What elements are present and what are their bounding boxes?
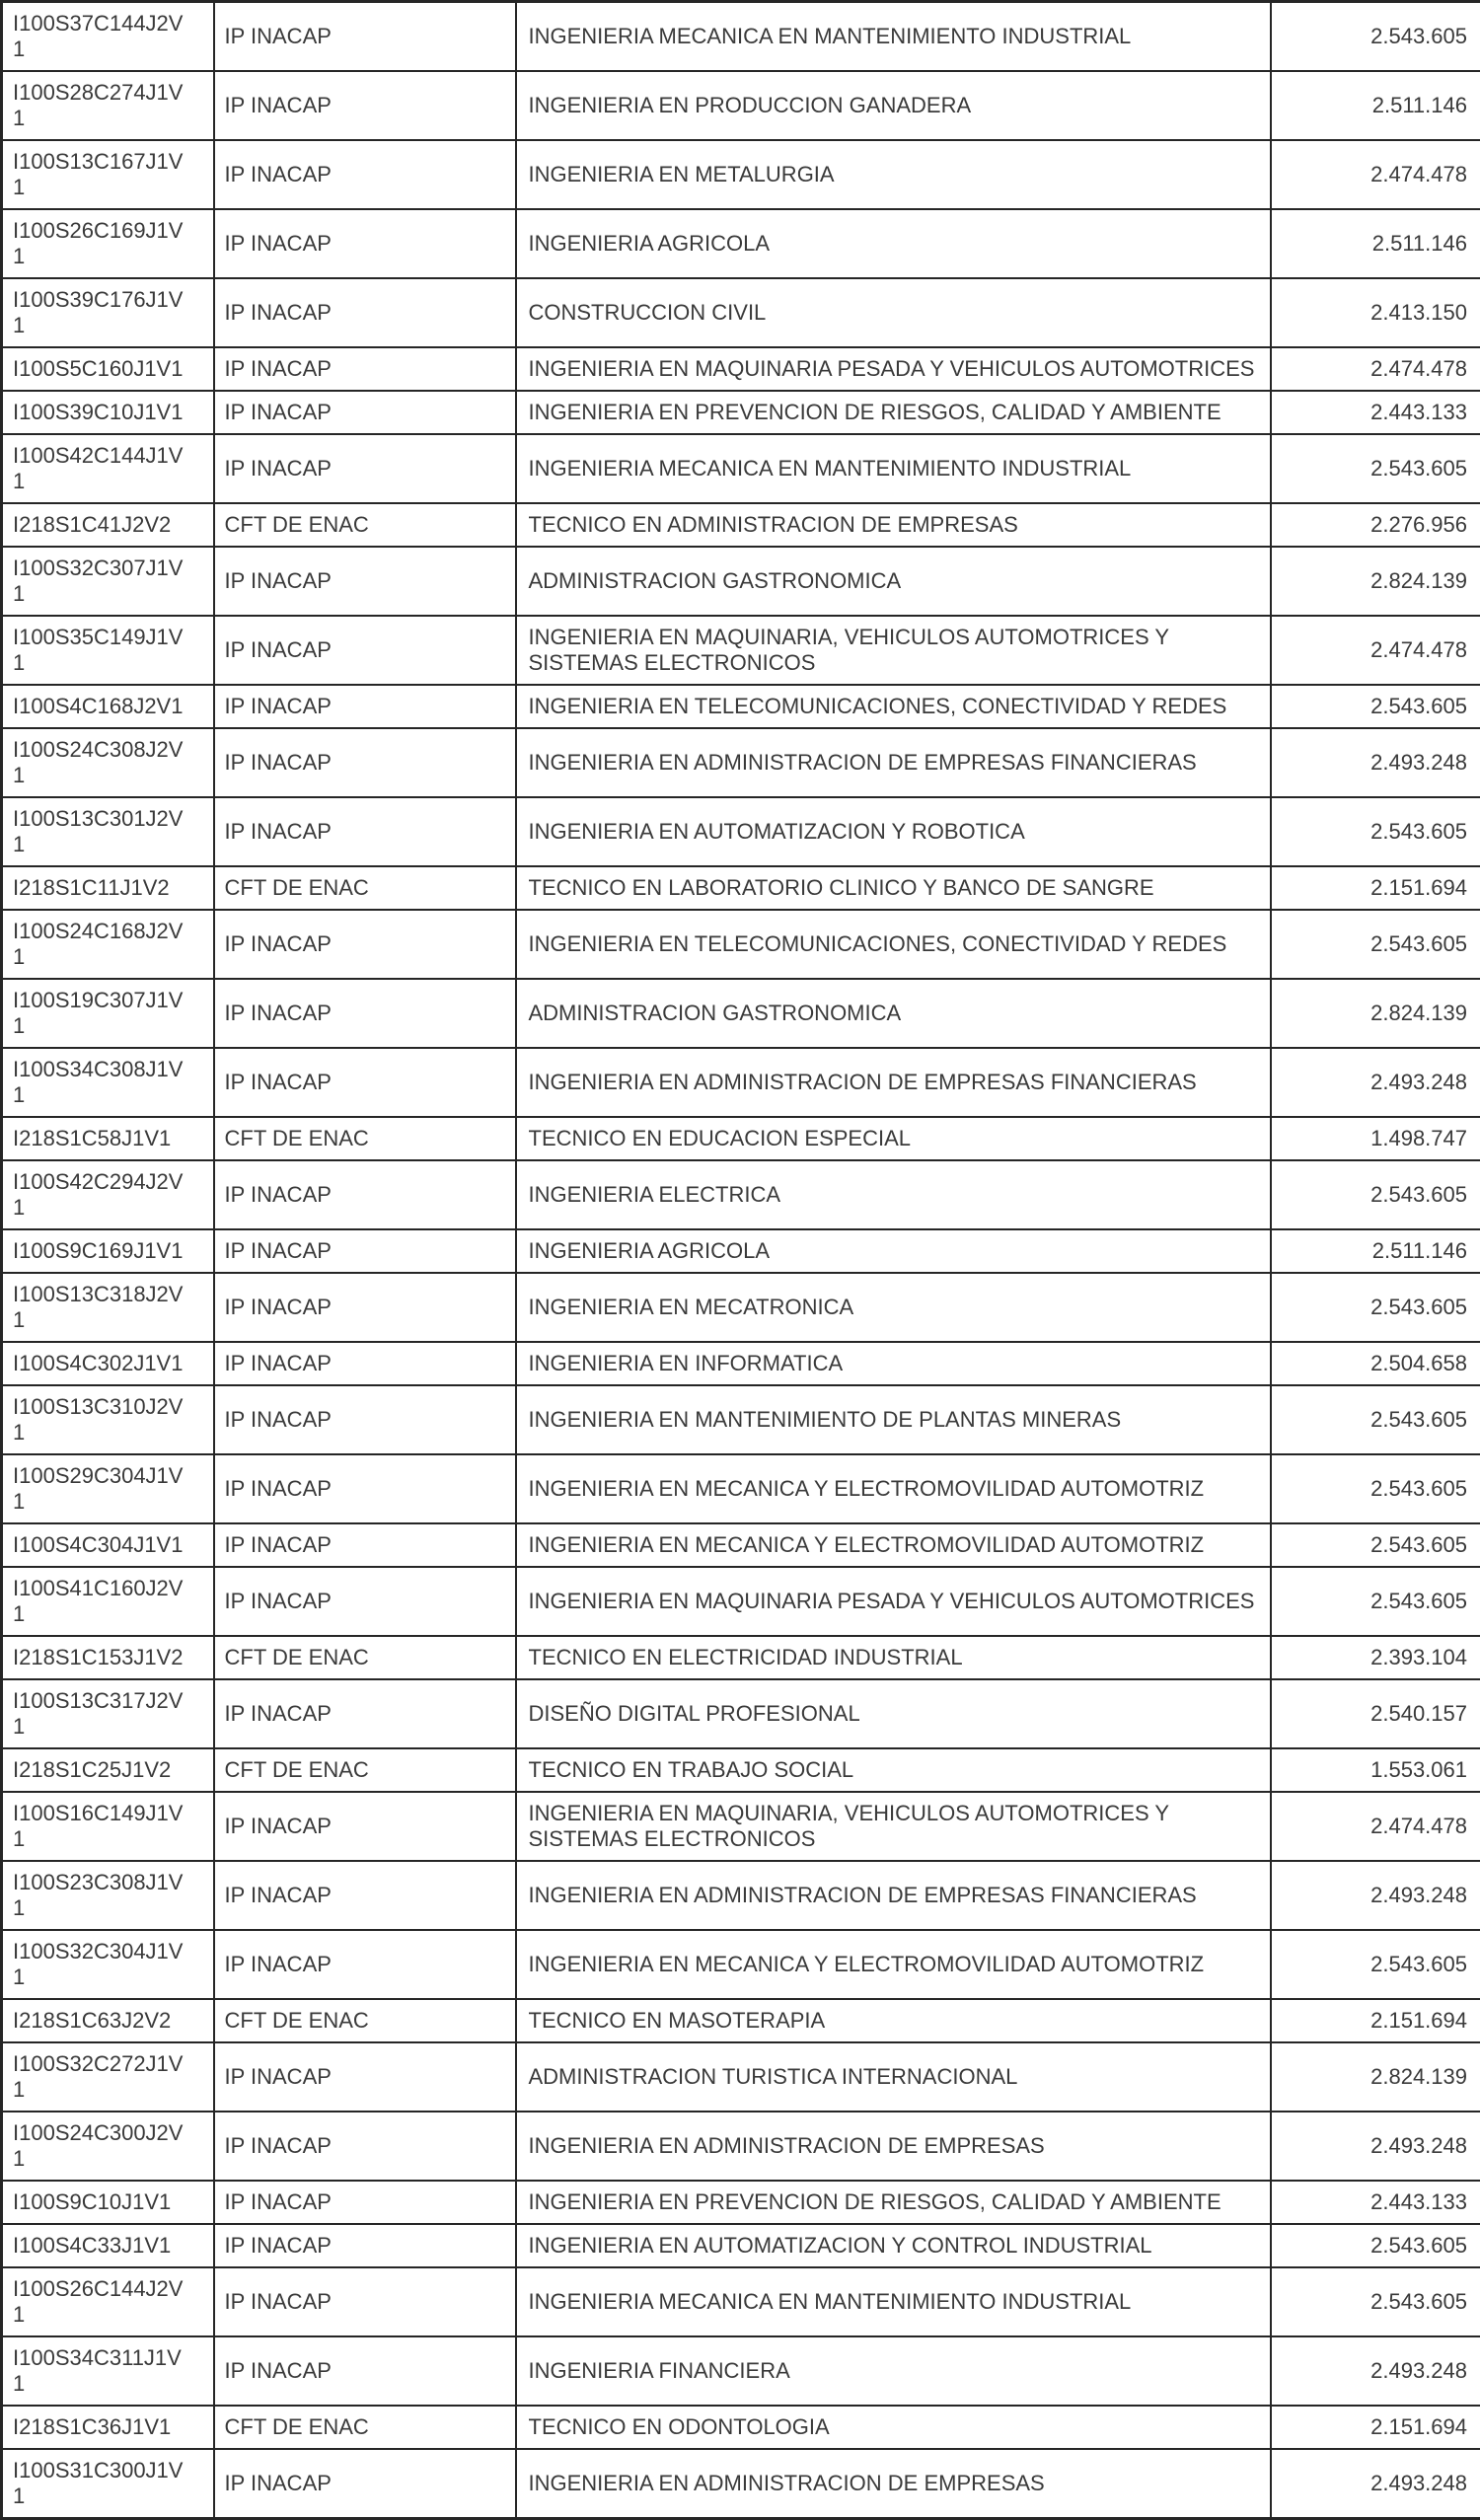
tuition-amount-cell: 1.498.747 (1271, 1117, 1480, 1160)
program-name-cell: INGENIERIA ELECTRICA (516, 1160, 1271, 1229)
program-name-cell: TECNICO EN MASOTERAPIA (516, 1999, 1271, 2042)
program-name-cell: INGENIERIA EN INFORMATICA (516, 1342, 1271, 1385)
tuition-amount-cell: 2.493.248 (1271, 1048, 1480, 1117)
table-row (2, 71, 1480, 140)
program-name-cell: CONSTRUCCION CIVIL (516, 278, 1271, 347)
table-row (2, 979, 1480, 1048)
program-code-cell: I100S31C300J1V1 (2, 2449, 214, 2519)
program-name-cell: TECNICO EN TRABAJO SOCIAL (516, 1748, 1271, 1792)
institution-cell: IP INACAP (214, 2267, 516, 2336)
tuition-amount-cell: 2.511.146 (1271, 1229, 1480, 1273)
program-name-cell: ADMINISTRACION GASTRONOMICA (516, 979, 1271, 1048)
tuition-amount-cell: 2.493.248 (1271, 2336, 1480, 2406)
program-code-cell: I100S24C168J2V1 (2, 910, 214, 979)
institution-cell: CFT DE ENAC (214, 1748, 516, 1792)
program-name-cell: TECNICO EN ODONTOLOGIA (516, 2406, 1271, 2449)
tuition-amount-cell: 2.474.478 (1271, 616, 1480, 685)
table-body (2, 2, 1480, 2519)
institution-cell: IP INACAP (214, 910, 516, 979)
program-code-cell: I100S34C311J1V1 (2, 2336, 214, 2406)
table-row (2, 278, 1480, 347)
institution-cell: IP INACAP (214, 547, 516, 616)
tuition-amount-cell: 2.474.478 (1271, 1792, 1480, 1861)
program-code-cell: I100S4C168J2V1 (2, 685, 214, 728)
tuition-amount-cell: 2.151.694 (1271, 1999, 1480, 2042)
table-row (2, 1999, 1480, 2042)
table-row (2, 209, 1480, 278)
program-name-cell: INGENIERIA EN MECANICA Y ELECTROMOVILIDAD AUTOMOTRIZ (516, 1523, 1271, 1567)
program-code-cell: I100S5C160J1V1 (2, 347, 214, 391)
program-name-cell: INGENIERIA EN AUTOMATIZACION Y ROBOTICA (516, 797, 1271, 866)
table-row (2, 1342, 1480, 1385)
tuition-amount-cell: 1.553.061 (1271, 1748, 1480, 1792)
program-name-cell: INGENIERIA EN METALURGIA (516, 140, 1271, 209)
program-name-cell: INGENIERIA MECANICA EN MANTENIMIENTO INDUSTRIAL (516, 434, 1271, 503)
tuition-amount-cell: 2.504.658 (1271, 1342, 1480, 1385)
institution-cell: IP INACAP (214, 209, 516, 278)
tuition-amount-cell: 2.543.605 (1271, 1523, 1480, 1567)
program-code-cell: I100S35C149J1V1 (2, 616, 214, 685)
tuition-amount-cell: 2.543.605 (1271, 1273, 1480, 1342)
tuition-amount-cell: 2.543.605 (1271, 1930, 1480, 1999)
program-code-cell: I218S1C25J1V2 (2, 1748, 214, 1792)
table-row (2, 1679, 1480, 1748)
program-code-cell: I100S9C169J1V1 (2, 1229, 214, 1273)
institution-cell: IP INACAP (214, 2181, 516, 2224)
tuition-amount-cell: 2.543.605 (1271, 1454, 1480, 1523)
table-row (2, 1117, 1480, 1160)
program-name-cell: INGENIERIA EN MAQUINARIA PESADA Y VEHICULOS AUTOMOTRICES (516, 1567, 1271, 1636)
tuition-amount-cell: 2.443.133 (1271, 2181, 1480, 2224)
table-row (2, 2224, 1480, 2267)
tuition-amount-cell: 2.443.133 (1271, 391, 1480, 434)
table-row (2, 503, 1480, 547)
program-code-cell: I100S13C301J2V1 (2, 797, 214, 866)
table-row (2, 1160, 1480, 1229)
institution-cell: IP INACAP (214, 797, 516, 866)
table-row (2, 1930, 1480, 1999)
tuition-amount-cell: 2.493.248 (1271, 728, 1480, 797)
program-code-cell: I100S24C300J2V1 (2, 2112, 214, 2181)
institution-cell: IP INACAP (214, 1930, 516, 1999)
institution-cell: IP INACAP (214, 391, 516, 434)
tuition-amount-cell: 2.543.605 (1271, 2224, 1480, 2267)
program-code-cell: I218S1C153J1V2 (2, 1636, 214, 1679)
institution-cell: IP INACAP (214, 685, 516, 728)
tuition-amount-cell: 2.543.605 (1271, 2, 1480, 72)
tuition-amount-cell: 2.151.694 (1271, 866, 1480, 910)
table-row (2, 547, 1480, 616)
program-code-cell: I100S13C317J2V1 (2, 1679, 214, 1748)
tuition-amount-cell: 2.511.146 (1271, 71, 1480, 140)
program-name-cell: INGENIERIA EN MECANICA Y ELECTROMOVILIDAD AUTOMOTRIZ (516, 1454, 1271, 1523)
institution-cell: IP INACAP (214, 1229, 516, 1273)
program-code-cell: I218S1C58J1V1 (2, 1117, 214, 1160)
institution-cell: IP INACAP (214, 1048, 516, 1117)
program-code-cell: I218S1C63J2V2 (2, 1999, 214, 2042)
program-code-cell: I218S1C11J1V2 (2, 866, 214, 910)
tuition-amount-cell: 2.824.139 (1271, 979, 1480, 1048)
tuition-amount-cell: 2.276.956 (1271, 503, 1480, 547)
institution-cell: CFT DE ENAC (214, 2406, 516, 2449)
program-name-cell: INGENIERIA EN MECATRONICA (516, 1273, 1271, 1342)
table-row (2, 2406, 1480, 2449)
institution-cell: IP INACAP (214, 347, 516, 391)
program-code-cell: I100S28C274J1V1 (2, 71, 214, 140)
table-row (2, 1861, 1480, 1930)
program-code-cell: I100S16C149J1V1 (2, 1792, 214, 1861)
program-name-cell: TECNICO EN ELECTRICIDAD INDUSTRIAL (516, 1636, 1271, 1679)
program-code-cell: I100S9C10J1V1 (2, 2181, 214, 2224)
program-code-cell: I100S32C307J1V1 (2, 547, 214, 616)
program-code-cell: I100S23C308J1V1 (2, 1861, 214, 1930)
program-name-cell: INGENIERIA EN TELECOMUNICACIONES, CONECTIVIDAD Y REDES (516, 685, 1271, 728)
program-code-cell: I100S13C167J1V1 (2, 140, 214, 209)
program-code-cell: I218S1C36J1V1 (2, 2406, 214, 2449)
table-row (2, 347, 1480, 391)
institution-cell: IP INACAP (214, 140, 516, 209)
tuition-amount-cell: 2.543.605 (1271, 2267, 1480, 2336)
institution-cell: IP INACAP (214, 1342, 516, 1385)
table-row (2, 1636, 1480, 1679)
program-name-cell: INGENIERIA EN ADMINISTRACION DE EMPRESAS FINANCIERAS (516, 1048, 1271, 1117)
tuition-amount-cell: 2.151.694 (1271, 2406, 1480, 2449)
table-row (2, 434, 1480, 503)
institution-cell: IP INACAP (214, 2, 516, 72)
institution-cell: IP INACAP (214, 1523, 516, 1567)
institution-cell: CFT DE ENAC (214, 1999, 516, 2042)
program-name-cell: TECNICO EN EDUCACION ESPECIAL (516, 1117, 1271, 1160)
program-name-cell: TECNICO EN LABORATORIO CLINICO Y BANCO DE SANGRE (516, 866, 1271, 910)
table-row (2, 2042, 1480, 2112)
table-row (2, 2181, 1480, 2224)
tuition-amount-cell: 2.474.478 (1271, 347, 1480, 391)
institution-cell: IP INACAP (214, 278, 516, 347)
institution-cell: IP INACAP (214, 1273, 516, 1342)
tuition-amount-cell: 2.543.605 (1271, 1385, 1480, 1454)
institution-cell: IP INACAP (214, 1160, 516, 1229)
institution-cell: CFT DE ENAC (214, 866, 516, 910)
program-name-cell: INGENIERIA EN MAQUINARIA PESADA Y VEHICULOS AUTOMOTRICES (516, 347, 1271, 391)
program-name-cell: INGENIERIA EN MAQUINARIA, VEHICULOS AUTOMOTRICES Y SISTEMAS ELECTRONICOS (516, 1792, 1271, 1861)
institution-cell: IP INACAP (214, 979, 516, 1048)
tuition-amount-cell: 2.543.605 (1271, 910, 1480, 979)
table-row (2, 728, 1480, 797)
institution-cell: IP INACAP (214, 2449, 516, 2519)
program-code-cell: I100S24C308J2V1 (2, 728, 214, 797)
table-row (2, 866, 1480, 910)
program-code-cell: I100S4C304J1V1 (2, 1523, 214, 1567)
table-row (2, 1385, 1480, 1454)
program-name-cell: ADMINISTRACION GASTRONOMICA (516, 547, 1271, 616)
program-code-cell: I218S1C41J2V2 (2, 503, 214, 547)
program-code-cell: I100S4C302J1V1 (2, 1342, 214, 1385)
program-name-cell: INGENIERIA EN AUTOMATIZACION Y CONTROL INDUSTRIAL (516, 2224, 1271, 2267)
program-name-cell: INGENIERIA EN ADMINISTRACION DE EMPRESAS FINANCIERAS (516, 1861, 1271, 1930)
institution-cell: IP INACAP (214, 1385, 516, 1454)
program-name-cell: INGENIERIA EN ADMINISTRACION DE EMPRESAS (516, 2112, 1271, 2181)
program-code-cell: I100S42C294J2V1 (2, 1160, 214, 1229)
program-name-cell: INGENIERIA EN ADMINISTRACION DE EMPRESAS (516, 2449, 1271, 2519)
program-code-cell: I100S32C272J1V1 (2, 2042, 214, 2112)
tuition-amount-cell: 2.493.248 (1271, 2112, 1480, 2181)
program-code-cell: I100S19C307J1V1 (2, 979, 214, 1048)
program-name-cell: ADMINISTRACION TURISTICA INTERNACIONAL (516, 2042, 1271, 2112)
tuition-amount-cell: 2.543.605 (1271, 1160, 1480, 1229)
program-code-cell: I100S42C144J1V1 (2, 434, 214, 503)
table-row (2, 1229, 1480, 1273)
institution-cell: CFT DE ENAC (214, 1117, 516, 1160)
table-row (2, 1048, 1480, 1117)
program-code-cell: I100S41C160J2V1 (2, 1567, 214, 1636)
institution-cell: IP INACAP (214, 728, 516, 797)
institution-cell: CFT DE ENAC (214, 503, 516, 547)
tuition-amount-cell: 2.493.248 (1271, 1861, 1480, 1930)
institution-cell: IP INACAP (214, 1861, 516, 1930)
table-row (2, 1792, 1480, 1861)
program-code-cell: I100S29C304J1V1 (2, 1454, 214, 1523)
institution-cell: IP INACAP (214, 1567, 516, 1636)
institution-cell: IP INACAP (214, 434, 516, 503)
table-row (2, 1523, 1480, 1567)
table-row (2, 1748, 1480, 1792)
tuition-amount-cell: 2.543.605 (1271, 434, 1480, 503)
program-name-cell: INGENIERIA AGRICOLA (516, 1229, 1271, 1273)
table-row (2, 1454, 1480, 1523)
program-name-cell: INGENIERIA EN PREVENCION DE RIESGOS, CALIDAD Y AMBIENTE (516, 2181, 1271, 2224)
program-name-cell: INGENIERIA MECANICA EN MANTENIMIENTO INDUSTRIAL (516, 2267, 1271, 2336)
program-code-cell: I100S39C176J1V1 (2, 278, 214, 347)
program-name-cell: INGENIERIA FINANCIERA (516, 2336, 1271, 2406)
tuition-amount-cell: 2.543.605 (1271, 797, 1480, 866)
institution-cell: IP INACAP (214, 616, 516, 685)
table-row (2, 140, 1480, 209)
program-name-cell: DISEÑO DIGITAL PROFESIONAL (516, 1679, 1271, 1748)
program-name-cell: INGENIERIA AGRICOLA (516, 209, 1271, 278)
program-code-cell: I100S26C144J2V1 (2, 2267, 214, 2336)
program-code-cell: I100S13C318J2V1 (2, 1273, 214, 1342)
tuition-amount-cell: 2.824.139 (1271, 2042, 1480, 2112)
program-code-cell: I100S34C308J1V1 (2, 1048, 214, 1117)
tuition-amount-cell: 2.413.150 (1271, 278, 1480, 347)
program-name-cell: INGENIERIA MECANICA EN MANTENIMIENTO INDUSTRIAL (516, 2, 1271, 72)
table-row (2, 685, 1480, 728)
table-row (2, 391, 1480, 434)
table-row (2, 616, 1480, 685)
table-row (2, 2, 1480, 72)
tuition-amount-cell: 2.543.605 (1271, 1567, 1480, 1636)
program-code-cell: I100S39C10J1V1 (2, 391, 214, 434)
program-code-cell: I100S26C169J1V1 (2, 209, 214, 278)
tuition-amount-cell: 2.824.139 (1271, 547, 1480, 616)
program-code-cell: I100S37C144J2V1 (2, 2, 214, 72)
tuition-amount-cell: 2.543.605 (1271, 685, 1480, 728)
program-name-cell: INGENIERIA EN PRODUCCION GANADERA (516, 71, 1271, 140)
table-row (2, 910, 1480, 979)
institution-cell: IP INACAP (214, 1679, 516, 1748)
table-row (2, 2449, 1480, 2519)
table-row (2, 1273, 1480, 1342)
institution-cell: IP INACAP (214, 2042, 516, 2112)
tuition-amount-cell: 2.474.478 (1271, 140, 1480, 209)
table-row (2, 797, 1480, 866)
program-name-cell: INGENIERIA EN MAQUINARIA, VEHICULOS AUTOMOTRICES Y SISTEMAS ELECTRONICOS (516, 616, 1271, 685)
program-name-cell: INGENIERIA EN TELECOMUNICACIONES, CONECTIVIDAD Y REDES (516, 910, 1271, 979)
program-code-cell: I100S13C310J2V1 (2, 1385, 214, 1454)
program-code-cell: I100S4C33J1V1 (2, 2224, 214, 2267)
program-name-cell: TECNICO EN ADMINISTRACION DE EMPRESAS (516, 503, 1271, 547)
institution-cell: IP INACAP (214, 2336, 516, 2406)
institution-cell: CFT DE ENAC (214, 1636, 516, 1679)
tuition-amount-cell: 2.493.248 (1271, 2449, 1480, 2519)
institution-cell: IP INACAP (214, 2224, 516, 2267)
tuition-amount-cell: 2.540.157 (1271, 1679, 1480, 1748)
tuition-amount-cell: 2.393.104 (1271, 1636, 1480, 1679)
table-row (2, 2112, 1480, 2181)
institution-cell: IP INACAP (214, 1792, 516, 1861)
table-row (2, 1567, 1480, 1636)
program-name-cell: INGENIERIA EN ADMINISTRACION DE EMPRESAS FINANCIERAS (516, 728, 1271, 797)
program-name-cell: INGENIERIA EN PREVENCION DE RIESGOS, CALIDAD Y AMBIENTE (516, 391, 1271, 434)
table-row (2, 2267, 1480, 2336)
tuition-amount-cell: 2.511.146 (1271, 209, 1480, 278)
table-row (2, 2336, 1480, 2406)
institution-cell: IP INACAP (214, 2112, 516, 2181)
institution-cell: IP INACAP (214, 1454, 516, 1523)
program-name-cell: INGENIERIA EN MECANICA Y ELECTROMOVILIDAD AUTOMOTRIZ (516, 1930, 1271, 1999)
program-name-cell: INGENIERIA EN MANTENIMIENTO DE PLANTAS MINERAS (516, 1385, 1271, 1454)
program-code-cell: I100S32C304J1V1 (2, 1930, 214, 1999)
institution-cell: IP INACAP (214, 71, 516, 140)
